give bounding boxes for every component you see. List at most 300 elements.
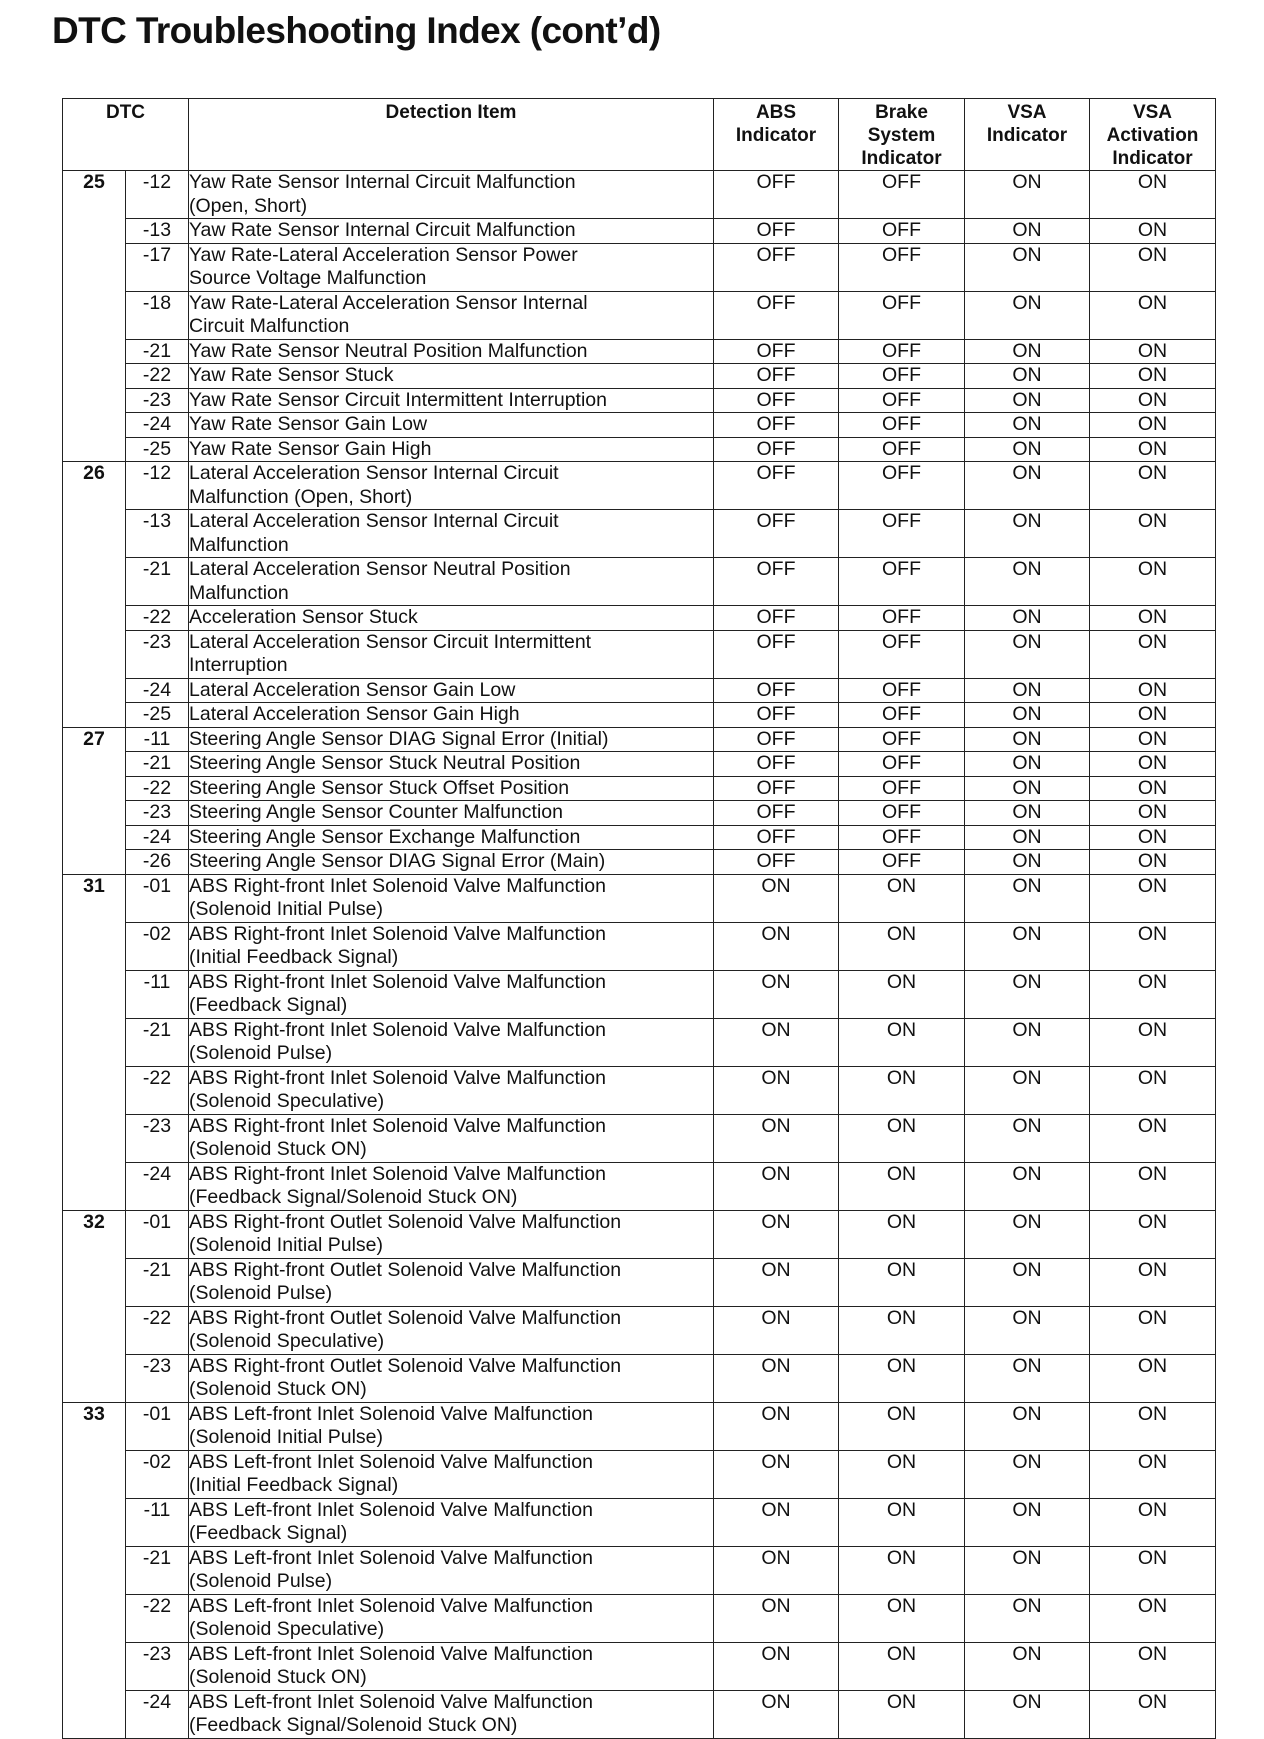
header-dtc: DTC bbox=[63, 99, 189, 171]
brake-indicator-cell: OFF bbox=[839, 678, 965, 703]
detection-item-line: (Solenoid Pulse) bbox=[189, 1570, 333, 1592]
brake-indicator-cell: OFF bbox=[839, 291, 965, 339]
vsa-indicator-cell: ON bbox=[965, 970, 1090, 1018]
detection-item-line: Steering Angle Sensor Stuck Neutral Position bbox=[189, 752, 581, 774]
brake-indicator-cell: ON bbox=[839, 1066, 965, 1114]
brake-indicator-cell: OFF bbox=[839, 801, 965, 826]
abs-indicator-cell: OFF bbox=[714, 388, 839, 413]
table-row bbox=[63, 219, 1216, 244]
detection-item-line: ABS Right-front Inlet Solenoid Valve Malfunction bbox=[189, 1018, 606, 1041]
vsa-indicator-cell: ON bbox=[965, 1258, 1090, 1306]
dtc-sub-code: -24 bbox=[126, 825, 189, 850]
abs-indicator-cell: OFF bbox=[714, 703, 839, 728]
detection-item bbox=[189, 874, 714, 922]
brake-indicator-cell: OFF bbox=[839, 558, 965, 606]
detection-item-line: ABS Right-front Outlet Solenoid Valve Malfunction bbox=[189, 1354, 622, 1377]
detection-item-line: (Feedback Signal) bbox=[189, 994, 348, 1016]
detection-item-line: ABS Left-front Inlet Solenoid Valve Malfunction bbox=[189, 1642, 593, 1665]
table-row bbox=[63, 1690, 1216, 1738]
vsa-activation-indicator-cell: ON bbox=[1090, 922, 1216, 970]
detection-item-line: Steering Angle Sensor DIAG Signal Error (Initial) bbox=[189, 727, 609, 750]
vsa-indicator-cell: ON bbox=[965, 703, 1090, 728]
detection-item bbox=[189, 1210, 714, 1258]
detection-item-line: Interruption bbox=[189, 654, 288, 676]
dtc-sub-code: -02 bbox=[126, 1450, 189, 1498]
dtc-sub-code: -22 bbox=[126, 1594, 189, 1642]
detection-item-line: (Solenoid Stuck ON) bbox=[189, 1666, 367, 1688]
vsa-activation-indicator-cell: ON bbox=[1090, 510, 1216, 558]
dtc-sub-code: -22 bbox=[126, 364, 189, 389]
vsa-activation-indicator-cell: ON bbox=[1090, 970, 1216, 1018]
brake-indicator-cell: OFF bbox=[839, 364, 965, 389]
table-row bbox=[63, 752, 1216, 777]
detection-item-line: Lateral Acceleration Sensor Neutral Position bbox=[189, 558, 571, 580]
brake-indicator-cell: OFF bbox=[839, 752, 965, 777]
header-detection-item: Detection Item bbox=[189, 99, 714, 171]
abs-indicator-cell: OFF bbox=[714, 510, 839, 558]
detection-item-line: (Solenoid Stuck ON) bbox=[189, 1138, 367, 1160]
vsa-activation-indicator-cell: ON bbox=[1090, 630, 1216, 678]
detection-item bbox=[189, 171, 714, 219]
vsa-activation-indicator-cell: ON bbox=[1090, 703, 1216, 728]
dtc-sub-code: -23 bbox=[126, 801, 189, 826]
detection-item-line: Lateral Acceleration Sensor Internal Circuit bbox=[189, 462, 559, 484]
vsa-activation-indicator-cell: ON bbox=[1090, 1066, 1216, 1114]
brake-indicator-cell: OFF bbox=[839, 462, 965, 510]
brake-indicator-cell: OFF bbox=[839, 171, 965, 219]
dtc-sub-code: -02 bbox=[126, 922, 189, 970]
detection-item-line: Yaw Rate Sensor Stuck bbox=[189, 364, 394, 386]
dtc-sub-code: -18 bbox=[126, 291, 189, 339]
vsa-indicator-cell: ON bbox=[965, 1114, 1090, 1162]
detection-item-line: (Solenoid Speculative) bbox=[189, 1330, 385, 1352]
header-vsa-activation-line: VSA bbox=[1132, 102, 1173, 123]
abs-indicator-cell: OFF bbox=[714, 606, 839, 631]
vsa-activation-indicator-cell: ON bbox=[1090, 606, 1216, 631]
vsa-activation-indicator-cell: ON bbox=[1090, 1210, 1216, 1258]
dtc-main-code: 25 bbox=[63, 171, 126, 462]
detection-item bbox=[189, 413, 714, 438]
dtc-sub-code: -22 bbox=[126, 1066, 189, 1114]
brake-indicator-cell: ON bbox=[839, 1642, 965, 1690]
vsa-indicator-cell: ON bbox=[965, 1162, 1090, 1210]
abs-indicator-cell: ON bbox=[714, 1690, 839, 1738]
vsa-activation-indicator-cell: ON bbox=[1090, 558, 1216, 606]
dtc-main-code: 26 bbox=[63, 462, 126, 728]
abs-indicator-cell: OFF bbox=[714, 339, 839, 364]
header-vsa-activation-line: Activation bbox=[1106, 125, 1199, 146]
dtc-sub-code: -24 bbox=[126, 1690, 189, 1738]
detection-item bbox=[189, 850, 714, 875]
vsa-activation-indicator-cell: ON bbox=[1090, 1018, 1216, 1066]
abs-indicator-cell: OFF bbox=[714, 462, 839, 510]
detection-item bbox=[189, 510, 714, 558]
vsa-indicator-cell: ON bbox=[965, 413, 1090, 438]
detection-item-line: Steering Angle Sensor DIAG Signal Error (Main) bbox=[189, 850, 606, 872]
vsa-activation-indicator-cell: ON bbox=[1090, 1642, 1216, 1690]
detection-item bbox=[189, 1594, 714, 1642]
vsa-activation-indicator-cell: ON bbox=[1090, 1306, 1216, 1354]
brake-indicator-cell: ON bbox=[839, 1354, 965, 1402]
brake-indicator-cell: OFF bbox=[839, 339, 965, 364]
brake-indicator-cell: OFF bbox=[839, 630, 965, 678]
detection-item bbox=[189, 825, 714, 850]
table-row bbox=[63, 291, 1216, 339]
table-row bbox=[63, 1546, 1216, 1594]
vsa-indicator-cell: ON bbox=[965, 606, 1090, 631]
detection-item-line: Yaw Rate-Lateral Acceleration Sensor Internal bbox=[189, 291, 588, 314]
table-row bbox=[63, 1402, 1216, 1450]
detection-item-line: (Feedback Signal/Solenoid Stuck ON) bbox=[189, 1186, 518, 1208]
vsa-indicator-cell: ON bbox=[965, 1642, 1090, 1690]
dtc-sub-code: -23 bbox=[126, 1354, 189, 1402]
dtc-sub-code: -13 bbox=[126, 219, 189, 244]
dtc-sub-code: -25 bbox=[126, 703, 189, 728]
abs-indicator-cell: ON bbox=[714, 1354, 839, 1402]
abs-indicator-cell: ON bbox=[714, 1402, 839, 1450]
dtc-sub-code: -24 bbox=[126, 413, 189, 438]
table-row bbox=[63, 776, 1216, 801]
detection-item-line: Malfunction bbox=[189, 533, 289, 556]
abs-indicator-cell: OFF bbox=[714, 727, 839, 752]
vsa-activation-indicator-cell: ON bbox=[1090, 219, 1216, 244]
dtc-main-code: 31 bbox=[63, 874, 126, 1210]
detection-item bbox=[189, 364, 714, 389]
detection-item-line: Yaw Rate Sensor Internal Circuit Malfunction bbox=[189, 171, 576, 193]
detection-item-line: ABS Left-front Inlet Solenoid Valve Malfunction bbox=[189, 1546, 593, 1569]
table-row bbox=[63, 1114, 1216, 1162]
header-brake-line: Indicator bbox=[861, 148, 942, 169]
table-row bbox=[63, 970, 1216, 1018]
detection-item-line: ABS Left-front Inlet Solenoid Valve Malfunction bbox=[189, 1594, 593, 1617]
detection-item-line: (Solenoid Initial Pulse) bbox=[189, 1234, 384, 1256]
vsa-indicator-cell: ON bbox=[965, 510, 1090, 558]
abs-indicator-cell: OFF bbox=[714, 558, 839, 606]
brake-indicator-cell: ON bbox=[839, 1306, 965, 1354]
vsa-activation-indicator-cell: ON bbox=[1090, 243, 1216, 291]
dtc-sub-code: -21 bbox=[126, 1018, 189, 1066]
abs-indicator-cell: ON bbox=[714, 1594, 839, 1642]
abs-indicator-cell: OFF bbox=[714, 776, 839, 801]
vsa-indicator-cell: ON bbox=[965, 1450, 1090, 1498]
vsa-indicator-cell: ON bbox=[965, 1066, 1090, 1114]
vsa-activation-indicator-cell: ON bbox=[1090, 1258, 1216, 1306]
detection-item-line: Yaw Rate Sensor Gain High bbox=[189, 437, 432, 460]
abs-indicator-cell: ON bbox=[714, 1162, 839, 1210]
vsa-activation-indicator-cell: ON bbox=[1090, 1402, 1216, 1450]
detection-item bbox=[189, 1114, 714, 1162]
detection-item bbox=[189, 970, 714, 1018]
abs-indicator-cell: OFF bbox=[714, 801, 839, 826]
detection-item-line: Yaw Rate Sensor Neutral Position Malfunction bbox=[189, 339, 588, 362]
detection-item-line: Malfunction bbox=[189, 581, 289, 604]
detection-item bbox=[189, 630, 714, 678]
page-title: DTC Troubleshooting Index (cont’d) bbox=[52, 10, 661, 51]
brake-indicator-cell: OFF bbox=[839, 850, 965, 875]
vsa-indicator-cell: ON bbox=[965, 1402, 1090, 1450]
brake-indicator-cell: ON bbox=[839, 1690, 965, 1738]
table-row bbox=[63, 1018, 1216, 1066]
detection-item-line: ABS Right-front Outlet Solenoid Valve Malfunction bbox=[189, 1258, 622, 1281]
detection-item-line: (Solenoid Speculative) bbox=[189, 1090, 385, 1112]
vsa-activation-indicator-cell: ON bbox=[1090, 388, 1216, 413]
vsa-activation-indicator-cell: ON bbox=[1090, 850, 1216, 875]
detection-item bbox=[189, 1306, 714, 1354]
header-abs-line: Indicator bbox=[735, 125, 817, 146]
brake-indicator-cell: ON bbox=[839, 922, 965, 970]
vsa-indicator-cell: ON bbox=[965, 1546, 1090, 1594]
detection-item bbox=[189, 388, 714, 413]
brake-indicator-cell: ON bbox=[839, 1594, 965, 1642]
dtc-sub-code: -22 bbox=[126, 1306, 189, 1354]
dtc-sub-code: -25 bbox=[126, 437, 189, 462]
detection-item bbox=[189, 1450, 714, 1498]
brake-indicator-cell: ON bbox=[839, 1114, 965, 1162]
table-header-row bbox=[63, 99, 1216, 171]
abs-indicator-cell: OFF bbox=[714, 437, 839, 462]
vsa-indicator-cell: ON bbox=[965, 922, 1090, 970]
dtc-sub-code: -21 bbox=[126, 752, 189, 777]
header-abs-indicator bbox=[714, 99, 839, 171]
detection-item-line: Source Voltage Malfunction bbox=[189, 267, 427, 289]
vsa-indicator-cell: ON bbox=[965, 727, 1090, 752]
vsa-indicator-cell: ON bbox=[965, 558, 1090, 606]
abs-indicator-cell: OFF bbox=[714, 413, 839, 438]
detection-item-line: ABS Right-front Inlet Solenoid Valve Malfunction bbox=[189, 922, 606, 945]
dtc-sub-code: -01 bbox=[126, 1210, 189, 1258]
dtc-sub-code: -21 bbox=[126, 558, 189, 606]
detection-item-line: (Solenoid Initial Pulse) bbox=[189, 1426, 384, 1448]
vsa-activation-indicator-cell: ON bbox=[1090, 727, 1216, 752]
detection-item-line: Acceleration Sensor Stuck bbox=[189, 606, 418, 628]
abs-indicator-cell: ON bbox=[714, 1018, 839, 1066]
vsa-activation-indicator-cell: ON bbox=[1090, 1690, 1216, 1738]
detection-item-line: Lateral Acceleration Sensor Circuit Intermittent bbox=[189, 630, 592, 653]
detection-item-line: (Initial Feedback Signal) bbox=[189, 1474, 399, 1496]
table-row bbox=[63, 825, 1216, 850]
table-row bbox=[63, 1306, 1216, 1354]
table-row bbox=[63, 678, 1216, 703]
detection-item-line: Circuit Malfunction bbox=[189, 315, 350, 337]
header-vsa-line: VSA bbox=[1007, 102, 1047, 123]
detection-item bbox=[189, 1402, 714, 1450]
abs-indicator-cell: OFF bbox=[714, 825, 839, 850]
vsa-activation-indicator-cell: ON bbox=[1090, 1594, 1216, 1642]
detection-item-line: ABS Right-front Outlet Solenoid Valve Malfunction bbox=[189, 1306, 622, 1329]
detection-item-line: (Feedback Signal/Solenoid Stuck ON) bbox=[189, 1714, 518, 1736]
detection-item bbox=[189, 801, 714, 826]
dtc-main-code: 27 bbox=[63, 727, 126, 874]
vsa-activation-indicator-cell: ON bbox=[1090, 1354, 1216, 1402]
abs-indicator-cell: ON bbox=[714, 1498, 839, 1546]
table-row bbox=[63, 1498, 1216, 1546]
table-row bbox=[63, 922, 1216, 970]
dtc-sub-code: -23 bbox=[126, 1114, 189, 1162]
table-row bbox=[63, 1354, 1216, 1402]
vsa-indicator-cell: ON bbox=[965, 339, 1090, 364]
vsa-activation-indicator-cell: ON bbox=[1090, 1498, 1216, 1546]
abs-indicator-cell: ON bbox=[714, 1306, 839, 1354]
dtc-index-table bbox=[62, 98, 1216, 1739]
vsa-indicator-cell: ON bbox=[965, 219, 1090, 244]
vsa-activation-indicator-cell: ON bbox=[1090, 678, 1216, 703]
detection-item bbox=[189, 1258, 714, 1306]
dtc-sub-code: -01 bbox=[126, 1402, 189, 1450]
detection-item bbox=[189, 462, 714, 510]
table-row bbox=[63, 171, 1216, 219]
detection-item-line: ABS Left-front Inlet Solenoid Valve Malfunction bbox=[189, 1450, 593, 1473]
header-vsa-line: Indicator bbox=[986, 125, 1068, 146]
brake-indicator-cell: ON bbox=[839, 1498, 965, 1546]
detection-item-line: ABS Right-front Outlet Solenoid Valve Malfunction bbox=[189, 1210, 622, 1233]
abs-indicator-cell: OFF bbox=[714, 630, 839, 678]
vsa-indicator-cell: ON bbox=[965, 630, 1090, 678]
vsa-activation-indicator-cell: ON bbox=[1090, 413, 1216, 438]
detection-item bbox=[189, 1546, 714, 1594]
brake-indicator-cell: OFF bbox=[839, 413, 965, 438]
brake-indicator-cell: OFF bbox=[839, 727, 965, 752]
detection-item bbox=[189, 291, 714, 339]
dtc-sub-code: -26 bbox=[126, 850, 189, 875]
vsa-activation-indicator-cell: ON bbox=[1090, 776, 1216, 801]
dtc-sub-code: -11 bbox=[126, 727, 189, 752]
dtc-sub-code: -22 bbox=[126, 606, 189, 631]
dtc-sub-code: -23 bbox=[126, 1642, 189, 1690]
vsa-indicator-cell: ON bbox=[965, 243, 1090, 291]
detection-item bbox=[189, 1498, 714, 1546]
table-row bbox=[63, 364, 1216, 389]
detection-item-line: (Solenoid Pulse) bbox=[189, 1282, 333, 1304]
table-row bbox=[63, 1594, 1216, 1642]
dtc-sub-code: -13 bbox=[126, 510, 189, 558]
table-row bbox=[63, 1210, 1216, 1258]
vsa-indicator-cell: ON bbox=[965, 1690, 1090, 1738]
detection-item-line: (Solenoid Stuck ON) bbox=[189, 1378, 367, 1400]
header-abs-line: ABS bbox=[755, 102, 797, 123]
detection-item-line: Yaw Rate-Lateral Acceleration Sensor Power bbox=[189, 243, 578, 266]
vsa-indicator-cell: ON bbox=[965, 776, 1090, 801]
vsa-indicator-cell: ON bbox=[965, 1210, 1090, 1258]
detection-item-line: (Initial Feedback Signal) bbox=[189, 946, 399, 968]
table-row bbox=[63, 874, 1216, 922]
vsa-activation-indicator-cell: ON bbox=[1090, 801, 1216, 826]
vsa-indicator-cell: ON bbox=[965, 291, 1090, 339]
brake-indicator-cell: ON bbox=[839, 1450, 965, 1498]
detection-item bbox=[189, 219, 714, 244]
table-row bbox=[63, 388, 1216, 413]
detection-item bbox=[189, 703, 714, 728]
detection-item-line: Yaw Rate Sensor Internal Circuit Malfunction bbox=[189, 219, 576, 241]
detection-item-line: (Solenoid Pulse) bbox=[189, 1042, 333, 1064]
dtc-sub-code: -21 bbox=[126, 1546, 189, 1594]
detection-item-line: Steering Angle Sensor Exchange Malfunction bbox=[189, 825, 581, 848]
dtc-sub-code: -24 bbox=[126, 678, 189, 703]
detection-item bbox=[189, 1066, 714, 1114]
vsa-indicator-cell: ON bbox=[965, 825, 1090, 850]
table-row bbox=[63, 558, 1216, 606]
dtc-sub-code: -21 bbox=[126, 1258, 189, 1306]
detection-item-line: ABS Left-front Inlet Solenoid Valve Malfunction bbox=[189, 1690, 593, 1713]
detection-item-line: Lateral Acceleration Sensor Internal Circuit bbox=[189, 510, 559, 532]
brake-indicator-cell: OFF bbox=[839, 825, 965, 850]
detection-item bbox=[189, 1642, 714, 1690]
brake-indicator-cell: ON bbox=[839, 874, 965, 922]
dtc-sub-code: -12 bbox=[126, 171, 189, 219]
abs-indicator-cell: OFF bbox=[714, 243, 839, 291]
detection-item-line: ABS Right-front Inlet Solenoid Valve Malfunction bbox=[189, 874, 606, 897]
abs-indicator-cell: ON bbox=[714, 1210, 839, 1258]
brake-indicator-cell: ON bbox=[839, 1018, 965, 1066]
brake-indicator-cell: OFF bbox=[839, 606, 965, 631]
abs-indicator-cell: ON bbox=[714, 1258, 839, 1306]
vsa-activation-indicator-cell: ON bbox=[1090, 339, 1216, 364]
dtc-sub-code: -23 bbox=[126, 388, 189, 413]
table-body bbox=[63, 171, 1216, 1739]
detection-item bbox=[189, 1354, 714, 1402]
vsa-activation-indicator-cell: ON bbox=[1090, 171, 1216, 219]
table-row bbox=[63, 801, 1216, 826]
abs-indicator-cell: ON bbox=[714, 874, 839, 922]
vsa-activation-indicator-cell: ON bbox=[1090, 1162, 1216, 1210]
header-brake-system-indicator bbox=[839, 99, 965, 171]
vsa-indicator-cell: ON bbox=[965, 1498, 1090, 1546]
vsa-activation-indicator-cell: ON bbox=[1090, 752, 1216, 777]
abs-indicator-cell: ON bbox=[714, 1066, 839, 1114]
detection-item bbox=[189, 922, 714, 970]
brake-indicator-cell: OFF bbox=[839, 437, 965, 462]
vsa-indicator-cell: ON bbox=[965, 171, 1090, 219]
brake-indicator-cell: OFF bbox=[839, 776, 965, 801]
dtc-sub-code: -12 bbox=[126, 462, 189, 510]
vsa-activation-indicator-cell: ON bbox=[1090, 364, 1216, 389]
vsa-activation-indicator-cell: ON bbox=[1090, 291, 1216, 339]
table-row bbox=[63, 339, 1216, 364]
detection-item bbox=[189, 752, 714, 777]
detection-item-line: Steering Angle Sensor Counter Malfunction bbox=[189, 801, 563, 823]
abs-indicator-cell: ON bbox=[714, 1114, 839, 1162]
detection-item-line: Malfunction (Open, Short) bbox=[189, 485, 413, 508]
abs-indicator-cell: OFF bbox=[714, 291, 839, 339]
table-row bbox=[63, 606, 1216, 631]
table-row bbox=[63, 1642, 1216, 1690]
vsa-activation-indicator-cell: ON bbox=[1090, 462, 1216, 510]
dtc-sub-code: -11 bbox=[126, 1498, 189, 1546]
detection-item-line: (Feedback Signal) bbox=[189, 1522, 348, 1544]
table-row bbox=[63, 1450, 1216, 1498]
abs-indicator-cell: OFF bbox=[714, 752, 839, 777]
brake-indicator-cell: OFF bbox=[839, 703, 965, 728]
vsa-activation-indicator-cell: ON bbox=[1090, 437, 1216, 462]
brake-indicator-cell: OFF bbox=[839, 219, 965, 244]
header-brake-line: System bbox=[867, 125, 936, 146]
dtc-sub-code: -11 bbox=[126, 970, 189, 1018]
detection-item-line: ABS Right-front Inlet Solenoid Valve Malfunction bbox=[189, 1162, 606, 1185]
detection-item bbox=[189, 1018, 714, 1066]
vsa-indicator-cell: ON bbox=[965, 678, 1090, 703]
abs-indicator-cell: ON bbox=[714, 1450, 839, 1498]
brake-indicator-cell: ON bbox=[839, 1162, 965, 1210]
detection-item-line: (Solenoid Initial Pulse) bbox=[189, 898, 384, 920]
dtc-sub-code: -24 bbox=[126, 1162, 189, 1210]
dtc-main-code: 33 bbox=[63, 1402, 126, 1738]
dtc-main-code: 32 bbox=[63, 1210, 126, 1402]
table-row bbox=[63, 727, 1216, 752]
dtc-sub-code: -22 bbox=[126, 776, 189, 801]
vsa-activation-indicator-cell: ON bbox=[1090, 1450, 1216, 1498]
brake-indicator-cell: OFF bbox=[839, 388, 965, 413]
abs-indicator-cell: OFF bbox=[714, 850, 839, 875]
table-row bbox=[63, 850, 1216, 875]
